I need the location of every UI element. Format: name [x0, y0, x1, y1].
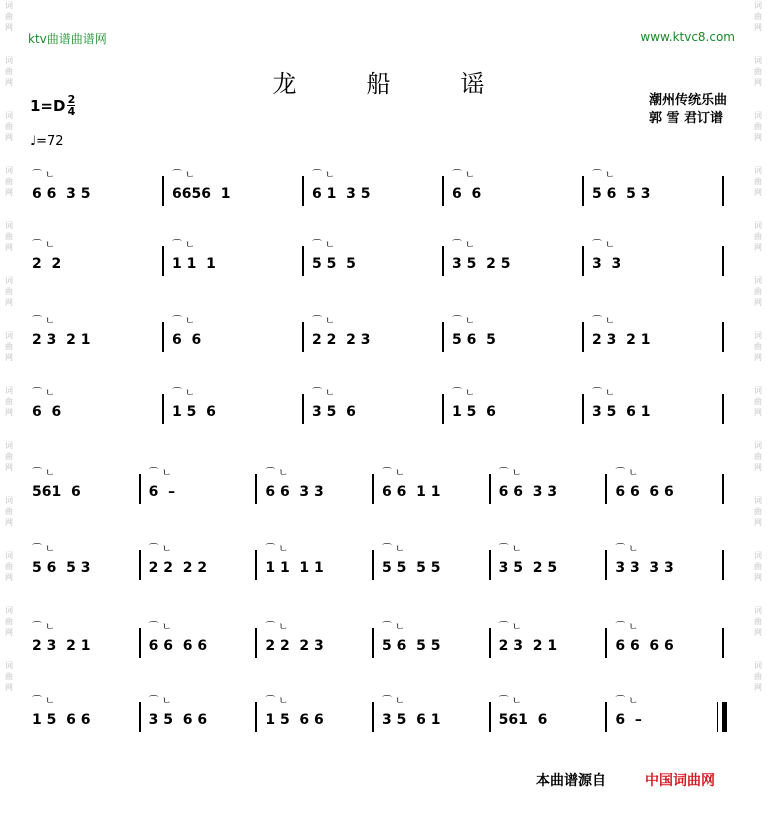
score-row	[28, 612, 738, 672]
bar-line	[139, 628, 141, 658]
ornament-mark: ⌒ ㄴ	[265, 468, 289, 479]
watermark-char: 曲	[754, 562, 762, 571]
watermark-char: 词	[5, 221, 13, 230]
watermark-char: 曲	[754, 452, 762, 461]
watermark-char: 网	[754, 23, 762, 32]
watermark-char: 词	[754, 441, 762, 450]
watermark-char: 词	[5, 606, 13, 615]
bar-line	[162, 176, 164, 206]
ornament-mark: ⌒ ㄴ	[382, 696, 405, 707]
measure-notes: 6656 1	[172, 186, 231, 202]
bar-line	[442, 394, 444, 424]
song-title: 龙船谣	[272, 70, 555, 98]
watermark-char: 网	[754, 243, 762, 252]
bar-line	[139, 474, 141, 504]
measure-notes: 2 3 2 1	[32, 332, 91, 348]
bar-line	[162, 246, 164, 276]
watermark-char: 曲	[754, 12, 762, 21]
watermark-right-column	[751, 0, 765, 818]
measure-notes: 1 5 6	[172, 404, 216, 420]
watermark-char: 网	[5, 243, 13, 252]
bar-line	[605, 628, 607, 658]
watermark-char: 曲	[754, 342, 762, 351]
watermark-char: 网	[5, 188, 13, 197]
bar-line	[489, 550, 491, 580]
watermark-char: 曲	[754, 232, 762, 241]
ornament-mark: ⌒ ㄴ	[452, 316, 475, 327]
watermark-char: 网	[754, 298, 762, 307]
watermark-group	[754, 275, 762, 308]
ornament-mark: ⌒ ㄴ	[452, 388, 475, 399]
score-row	[28, 306, 738, 366]
watermark-char: 曲	[5, 342, 13, 351]
watermark-char: 曲	[754, 67, 762, 76]
bar-line	[722, 246, 724, 276]
watermark-char: 词	[754, 221, 762, 230]
watermark-char: 网	[754, 628, 762, 637]
measure-notes: 2 2 2 2	[148, 560, 208, 576]
ornament-mark: ⌒ ㄴ	[148, 696, 172, 707]
bar-line	[302, 246, 304, 276]
watermark-left-column	[2, 0, 16, 818]
watermark-char: 曲	[5, 397, 13, 406]
measure-notes: 6 1 3 5	[312, 186, 371, 202]
watermark-char: 曲	[5, 287, 13, 296]
measure-notes: 2 2 2 3	[312, 332, 371, 348]
ornament-mark: ⌒ ㄴ	[32, 316, 55, 327]
watermark-char: 词	[5, 551, 13, 560]
measure-notes: 6 6 1 1	[382, 484, 441, 500]
watermark-char: 网	[5, 463, 13, 472]
watermark-char: 曲	[5, 177, 13, 186]
watermark-char: 曲	[754, 507, 762, 516]
ornament-mark: ⌒ ㄴ	[148, 468, 172, 479]
watermark-char: 词	[5, 441, 13, 450]
watermark-char: 网	[5, 353, 13, 362]
watermark-char: 词	[5, 166, 13, 175]
bar-line	[139, 702, 141, 732]
watermark-char: 词	[754, 331, 762, 340]
ornament-mark: ⌒ ㄴ	[32, 170, 55, 181]
ornament-mark: ⌒ ㄴ	[32, 622, 55, 633]
tempo-marking: ♩=72	[30, 134, 64, 149]
bar-line	[605, 702, 607, 732]
ornament-mark: ⌒ ㄴ	[265, 544, 289, 555]
watermark-char: 曲	[5, 617, 13, 626]
ornament-mark: ⌒ ㄴ	[312, 388, 335, 399]
watermark-char: 网	[5, 78, 13, 87]
measure-notes: 1 5 6	[452, 404, 496, 420]
watermark-group	[754, 330, 762, 363]
watermark-char: 曲	[5, 452, 13, 461]
bar-line	[442, 322, 444, 352]
ornament-mark: ⌒ ㄴ	[592, 316, 615, 327]
watermark-char: 网	[5, 23, 13, 32]
bar-line	[722, 474, 724, 504]
ornament-mark: ⌒ ㄴ	[382, 544, 405, 555]
bar-line	[442, 176, 444, 206]
measure-notes: 3 5 2 5	[452, 256, 511, 272]
ornament-mark: ⌒ ㄴ	[312, 170, 335, 181]
measure-notes: 3 5 6 1	[382, 712, 441, 728]
watermark-group	[5, 110, 13, 143]
bar-line	[489, 702, 491, 732]
watermark-char: 词	[754, 606, 762, 615]
ornament-mark: ⌒ ㄴ	[615, 468, 639, 479]
watermark-group	[5, 0, 13, 33]
bar-line	[489, 628, 491, 658]
bar-line	[582, 176, 584, 206]
ornament-mark: ⌒ ㄴ	[148, 544, 172, 555]
watermark-group	[754, 495, 762, 528]
watermark-group	[5, 440, 13, 473]
measure-notes: 1 5 6 6	[265, 712, 324, 728]
measure-notes: 561 6	[498, 712, 548, 728]
watermark-char: 网	[754, 353, 762, 362]
measure-notes: 6 6 3 5	[32, 186, 91, 202]
time-bottom: 4	[67, 105, 76, 118]
measure-notes: 1 1 1 1	[265, 560, 324, 576]
watermark-group	[754, 660, 762, 693]
measure-notes: 561 6	[32, 484, 81, 500]
watermark-char: 曲	[754, 672, 762, 681]
measure-notes: 2 3 2 1	[592, 332, 651, 348]
measure-notes: 1 1 1	[172, 256, 216, 272]
measure-notes: 6 6	[172, 332, 202, 348]
watermark-group	[5, 660, 13, 693]
measure-notes: 2 3 2 1	[32, 638, 91, 654]
site-watermark-left: ktv曲谱曲谱网	[28, 32, 107, 46]
measure-notes: 3 5 2 5	[498, 560, 558, 576]
bar-line	[442, 246, 444, 276]
watermark-char: 网	[5, 573, 13, 582]
bar-line	[255, 628, 257, 658]
watermark-char: 网	[754, 463, 762, 472]
measure-notes: 5 5 5 5	[382, 560, 441, 576]
watermark-char: 曲	[754, 177, 762, 186]
watermark-char: 曲	[5, 122, 13, 131]
watermark-group	[754, 550, 762, 583]
ornament-mark: ⌒ ㄴ	[498, 696, 522, 707]
watermark-group	[5, 220, 13, 253]
watermark-char: 网	[5, 298, 13, 307]
bar-line	[162, 322, 164, 352]
measure-notes: 3 5 6	[312, 404, 356, 420]
watermark-char: 词	[5, 56, 13, 65]
bar-line	[722, 176, 724, 206]
watermark-group	[5, 385, 13, 418]
watermark-char: 词	[754, 496, 762, 505]
watermark-char: 词	[754, 276, 762, 285]
bar-line	[489, 474, 491, 504]
bar-line	[162, 394, 164, 424]
watermark-char: 曲	[5, 12, 13, 21]
bar-line	[372, 628, 374, 658]
ornament-mark: ⌒ ㄴ	[312, 240, 335, 251]
measure-notes: 6 –	[615, 712, 642, 728]
bar-line	[582, 322, 584, 352]
watermark-char: 网	[754, 518, 762, 527]
watermark-char: 曲	[754, 287, 762, 296]
bar-line	[255, 474, 257, 504]
bar-line	[605, 550, 607, 580]
watermark-group	[5, 275, 13, 308]
ornament-mark: ⌒ ㄴ	[452, 170, 475, 181]
measure-notes: 5 5 5	[312, 256, 356, 272]
watermark-char: 网	[5, 133, 13, 142]
ornament-mark: ⌒ ㄴ	[382, 622, 405, 633]
ornament-mark: ⌒ ㄴ	[615, 696, 639, 707]
watermark-char: 词	[5, 331, 13, 340]
bar-line	[582, 246, 584, 276]
bar-line	[372, 550, 374, 580]
ornament-mark: ⌒ ㄴ	[148, 622, 172, 633]
watermark-group	[754, 220, 762, 253]
ornament-mark: ⌒ ㄴ	[172, 316, 195, 327]
bar-line	[582, 394, 584, 424]
score-row	[28, 534, 738, 594]
ornament-mark: ⌒ ㄴ	[172, 388, 195, 399]
watermark-char: 词	[754, 111, 762, 120]
watermark-char: 词	[754, 166, 762, 175]
ornament-mark: ⌒ ㄴ	[265, 696, 289, 707]
credits	[649, 92, 727, 128]
measure-notes: 5 6 5 3	[32, 560, 91, 576]
watermark-char: 网	[5, 628, 13, 637]
watermark-char: 词	[754, 56, 762, 65]
watermark-char: 词	[5, 496, 13, 505]
key-signature	[30, 94, 75, 117]
measure-notes: 3 3	[592, 256, 622, 272]
watermark-char: 网	[754, 188, 762, 197]
measure-notes: 6 6	[452, 186, 482, 202]
measure-notes: 2 2	[32, 256, 62, 272]
ornament-mark: ⌒ ㄴ	[615, 622, 639, 633]
ornament-mark: ⌒ ㄴ	[498, 544, 522, 555]
watermark-char: 词	[5, 386, 13, 395]
watermark-char: 网	[5, 683, 13, 692]
ornament-mark: ⌒ ㄴ	[265, 622, 289, 633]
ornament-mark: ⌒ ㄴ	[172, 240, 195, 251]
watermark-group	[754, 385, 762, 418]
ornament-mark: ⌒ ㄴ	[498, 622, 522, 633]
watermark-char: 词	[754, 551, 762, 560]
watermark-group	[754, 440, 762, 473]
time-signature	[67, 94, 75, 117]
watermark-char: 词	[754, 661, 762, 670]
watermark-char: 曲	[5, 232, 13, 241]
ornament-mark: ⌒ ㄴ	[172, 170, 195, 181]
footer-source-label: 本曲谱源自	[536, 773, 606, 789]
site-watermark-right: www.ktvc8.com	[640, 30, 735, 44]
measure-notes: 6 –	[148, 484, 176, 500]
ornament-mark: ⌒ ㄴ	[32, 468, 55, 479]
measure-notes: 3 5 6 1	[592, 404, 651, 420]
watermark-char: 词	[5, 1, 13, 10]
ornament-mark: ⌒ ㄴ	[32, 544, 55, 555]
bar-line	[722, 394, 724, 424]
watermark-char: 词	[754, 1, 762, 10]
key-text: 1=D	[30, 96, 66, 115]
ornament-mark: ⌒ ㄴ	[592, 170, 615, 181]
measure-notes: 2 3 2 1	[498, 638, 558, 654]
ornament-mark: ⌒ ㄴ	[32, 696, 55, 707]
ornament-mark: ⌒ ㄴ	[452, 240, 475, 251]
watermark-char: 网	[754, 133, 762, 142]
measure-notes: 5 6 5	[452, 332, 496, 348]
watermark-group	[754, 110, 762, 143]
measure-notes: 2 2 2 3	[265, 638, 324, 654]
watermark-char: 网	[754, 78, 762, 87]
bar-line	[372, 474, 374, 504]
bar-line	[255, 702, 257, 732]
watermark-group	[5, 605, 13, 638]
watermark-char: 网	[5, 518, 13, 527]
bar-line	[605, 474, 607, 504]
bar-line	[372, 702, 374, 732]
bar-line	[302, 322, 304, 352]
watermark-char: 网	[754, 573, 762, 582]
watermark-char: 曲	[754, 122, 762, 131]
watermark-char: 词	[5, 111, 13, 120]
watermark-char: 曲	[5, 67, 13, 76]
ornament-mark: ⌒ ㄴ	[32, 240, 55, 251]
bar-line	[722, 322, 724, 352]
watermark-group	[754, 605, 762, 638]
ornament-mark: ⌒ ㄴ	[498, 468, 522, 479]
measure-notes: 1 5 6 6	[32, 712, 91, 728]
watermark-group	[5, 550, 13, 583]
measure-notes: 3 5 6 6	[148, 712, 208, 728]
bar-line	[722, 550, 724, 580]
measure-notes: 6 6 6 6	[615, 638, 674, 654]
credit-arranger: 郭 雪 君订谱	[648, 111, 724, 126]
score-row	[28, 230, 738, 290]
bar-line	[302, 394, 304, 424]
ornament-mark: ⌒ ㄴ	[592, 388, 615, 399]
watermark-char: 网	[754, 683, 762, 692]
watermark-char: 词	[754, 386, 762, 395]
bar-line	[722, 702, 727, 732]
measure-notes: 6 6 6 6	[148, 638, 208, 654]
bar-line	[302, 176, 304, 206]
bar-line	[139, 550, 141, 580]
watermark-char: 曲	[754, 617, 762, 626]
ornament-mark: ⌒ ㄴ	[615, 544, 639, 555]
score-row	[28, 160, 738, 220]
watermark-group	[754, 165, 762, 198]
ornament-mark: ⌒ ㄴ	[312, 316, 335, 327]
watermark-group	[754, 0, 762, 33]
watermark-group	[5, 495, 13, 528]
measure-notes: 6 6	[32, 404, 62, 420]
bar-line	[255, 550, 257, 580]
measure-notes: 3 3 3 3	[615, 560, 674, 576]
watermark-char: 曲	[5, 562, 13, 571]
score-row	[28, 378, 738, 438]
measure-notes: 6 6 3 3	[265, 484, 324, 500]
watermark-char: 词	[5, 661, 13, 670]
ornament-mark: ⌒ ㄴ	[592, 240, 615, 251]
watermark-char: 词	[5, 276, 13, 285]
score-row	[28, 686, 738, 746]
watermark-char: 网	[5, 408, 13, 417]
measure-notes: 5 6 5 3	[592, 186, 651, 202]
footer-source-site: 中国词曲网	[645, 773, 715, 789]
watermark-char: 曲	[5, 507, 13, 516]
watermark-char: 曲	[5, 672, 13, 681]
measure-notes: 6 6 3 3	[498, 484, 558, 500]
bar-line	[722, 628, 724, 658]
ornament-mark: ⌒ ㄴ	[32, 388, 55, 399]
credit-origin: 潮州传统乐曲	[648, 93, 727, 108]
watermark-group	[5, 330, 13, 363]
ornament-mark: ⌒ ㄴ	[382, 468, 405, 479]
watermark-group	[5, 165, 13, 198]
watermark-char: 网	[754, 408, 762, 417]
score-row	[28, 458, 738, 518]
measure-notes: 5 6 5 5	[382, 638, 441, 654]
watermark-char: 曲	[754, 397, 762, 406]
time-top: 2	[67, 93, 76, 106]
measure-notes: 6 6 6 6	[615, 484, 674, 500]
